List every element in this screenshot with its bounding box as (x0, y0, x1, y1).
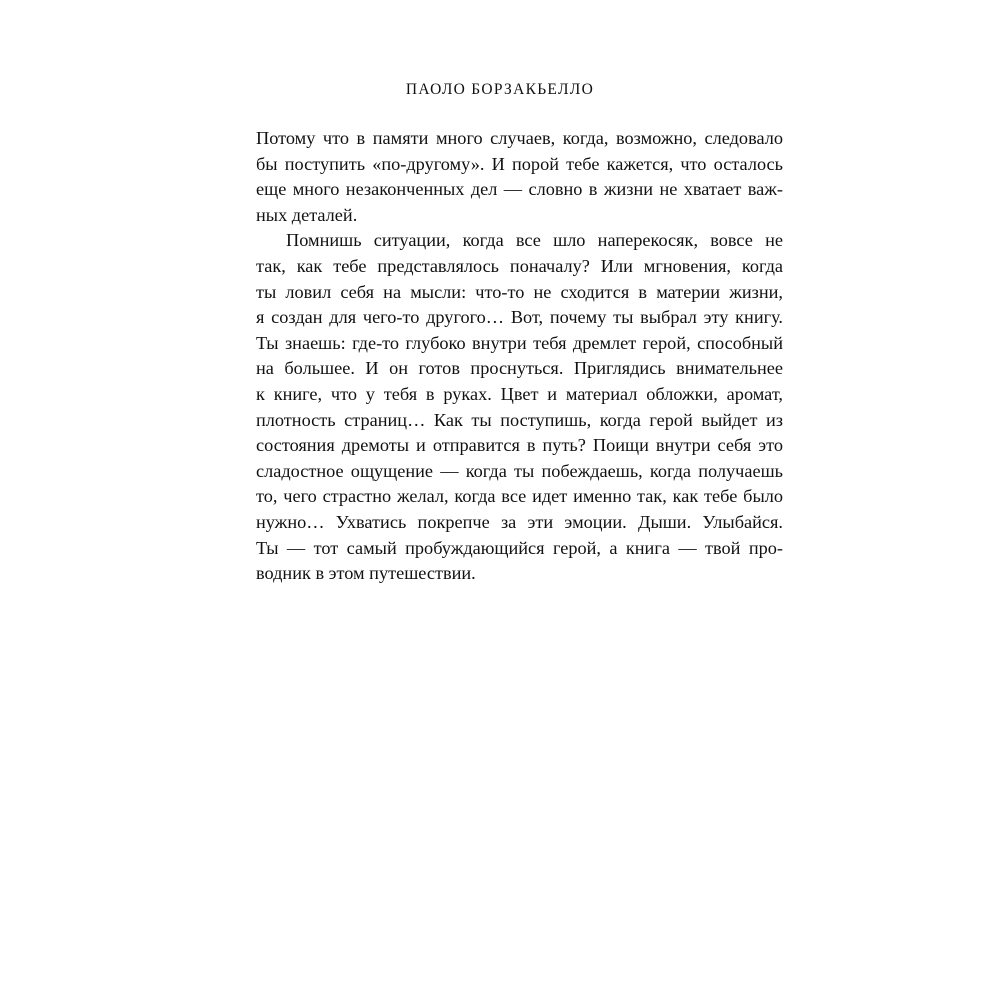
text-line: еще много незаконченных дел — словно в жизни не хватает важ- (256, 179, 783, 200)
paragraph-1 (256, 126, 783, 228)
text-line: Ты знаешь: где-то глубоко внутри тебя дремлет герой, способный (256, 332, 783, 353)
text-line: состояния дремоты и отправится в путь? Поищи внутри себя это (256, 435, 783, 456)
text-line: Ты — тот самый пробуждающийся герой, а книга — твой про- (256, 537, 783, 558)
body-text (256, 126, 783, 587)
text-line: ты ловил себя на мысли: что-то не сходится в материи жизни, (256, 281, 783, 302)
text-line: водник в этом путешествии. (256, 563, 476, 584)
text-line: сладостное ощущение — когда ты побеждаешь, когда получаешь (256, 460, 783, 481)
text-line: я создан для чего-то другого… Вот, почему ты выбрал эту книгу. (256, 307, 783, 328)
running-head-author: ПАОЛО БОРЗАКЬЕЛЛО (405, 81, 595, 98)
text-line: на большее. И он готов проснуться. Приглядись внимательнее (256, 358, 783, 379)
text-line: бы поступить «по-другому». И порой тебе кажется, что осталось (256, 153, 783, 174)
text-line: нужно… Ухватись покрепче за эти эмоции. Дыши. Улыбайся. (256, 511, 783, 532)
text-line: то, чего страстно желал, когда все идет именно так, как тебе было (256, 486, 783, 507)
text-line: так, как тебе представлялось поначалу? Или мгновения, когда (256, 255, 783, 276)
text-line: Потому что в памяти много случаев, когда, возможно, следовало (256, 128, 783, 148)
text-line: ных деталей. (256, 204, 358, 225)
text-line: плотность страниц… Как ты поступишь, когда герой выйдет из (256, 409, 783, 430)
text-line: к книге, что у тебя в руках. Цвет и материал обложки, аромат, (256, 383, 783, 404)
paragraph-2 (256, 228, 783, 586)
text-line: Помнишь ситуации, когда все шло наперекосяк, вовсе не (286, 230, 783, 251)
